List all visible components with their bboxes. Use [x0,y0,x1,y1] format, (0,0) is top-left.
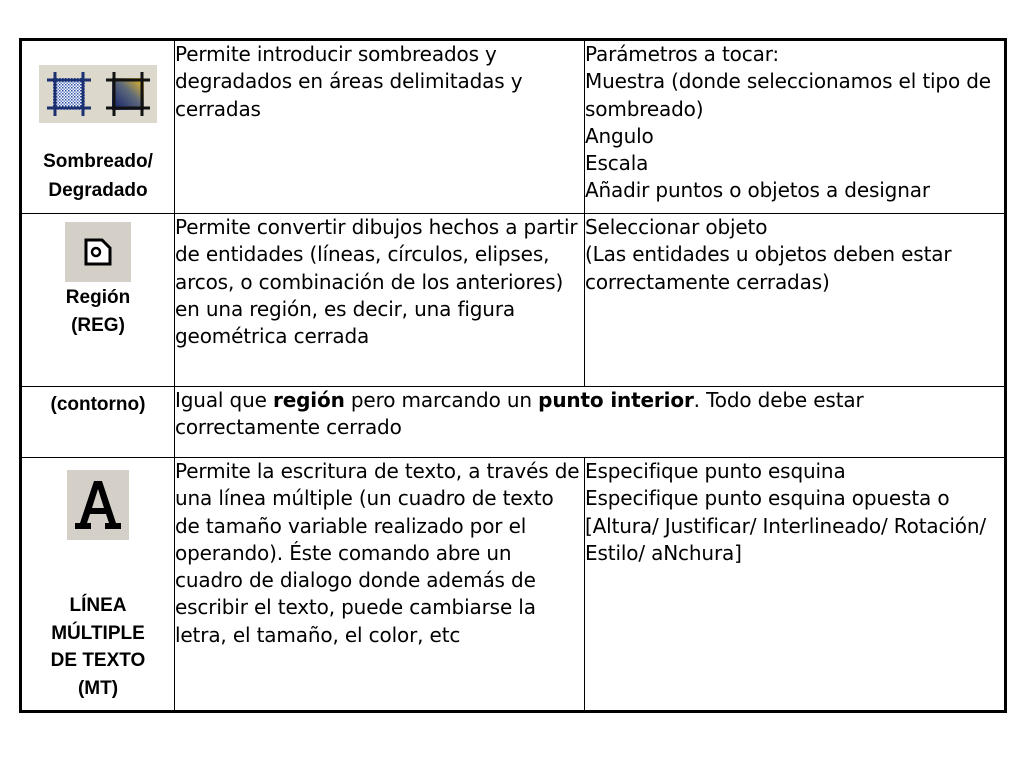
command-name [22,147,174,205]
description-emphasis: punto interior [538,388,694,412]
parameter-line: Escala [585,151,649,176]
table-row-contorno [21,387,1006,458]
command-name-line: LÍNEA [69,595,127,616]
command-cell-region [21,214,175,387]
parameter-line: Muestra (donde seleccionamos el tipo de sombreado) [585,69,991,121]
command-cell-contorno [21,387,175,458]
command-cell-mtext [21,458,175,712]
command-parameters [585,458,1006,712]
command-parameters [585,40,1006,214]
command-name-line: (MT) [77,677,119,699]
command-name-line: (REG) [71,315,125,336]
parameter-line: Especifique punto esquina opuesta o [Altura/ Justificar/ Interlineado/ Rotación/ Estilo/ aNchura] [585,486,986,565]
description-text: Igual que [175,388,273,412]
table-row-region [21,214,1006,387]
letter-a-icon [74,477,122,533]
commands-table [19,38,1007,713]
command-description: Permite convertir dibujos hechos a partir de entidades (líneas, círculos, elipses, arcos, o combinación de los anteriores) en una región, es decir, una figura geométrica cerrada [175,214,585,387]
parameter-line: Seleccionar objeto [585,215,768,239]
command-name-line: Sombreado/ [43,151,153,172]
region-icon [65,222,131,282]
hatch-icon [47,72,91,116]
command-description: Permite introducir sombreados y degradados en áreas delimitadas y cerradas [175,40,585,214]
parameter-line: Angulo [585,123,654,148]
command-description [175,387,1006,458]
text-a-icon [67,470,129,540]
command-parameters [585,214,1006,387]
parameter-line: Añadir puntos o objetos a designar [585,178,930,203]
description-text: . Todo debe estar correctamente cerrado [175,388,864,440]
command-name-line: Degradado [48,180,148,201]
description-text: pero marcando un [344,388,539,412]
hatch-and-gradient-icon [39,65,157,123]
command-name [22,284,174,340]
command-name [22,592,174,702]
command-name-line: DE TEXTO [50,650,146,671]
parameter-line: Parámetros a tocar: [585,42,780,66]
parameter-line: Especifique punto esquina [585,459,846,483]
table-row-sombreado [21,40,1006,214]
command-name: (contorno) [50,394,146,415]
description-emphasis: región [272,388,345,412]
command-description: Permite la escritura de texto, a través de una línea múltiple (un cuadro de texto de tamaño variable realizado por el operando). Éste comando abre un cuadro de dialogo donde además de escribir el texto, puede cambiarse la letra, el tamaño, el color, etc [175,458,585,712]
table-row-mtext [21,458,1006,712]
region-shape-icon [80,234,116,270]
parameter-line: (Las entidades u objetos deben estar correctamente cerradas) [585,242,952,294]
command-cell-sombreado [21,40,175,214]
command-name-line: MÚLTIPLE [51,622,145,644]
command-name-line: Región [65,287,131,308]
gradient-icon [106,72,150,116]
